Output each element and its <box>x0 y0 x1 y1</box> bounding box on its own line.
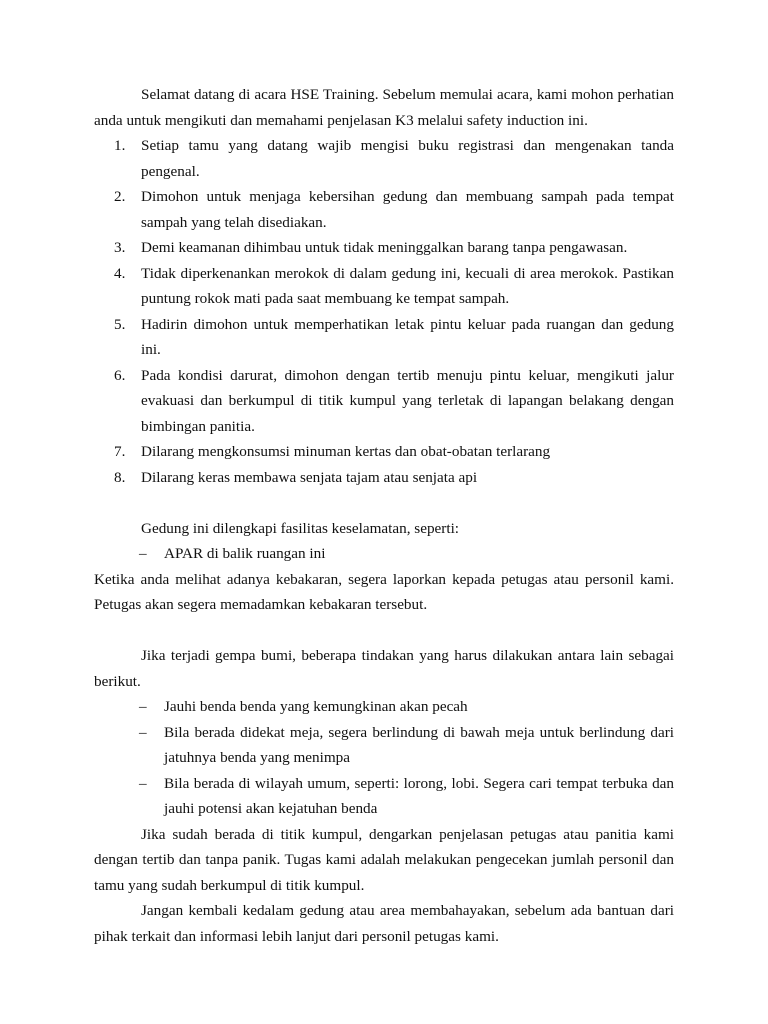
facility-item <box>94 541 674 567</box>
document-page <box>94 82 674 949</box>
rule-text: Hadirin dimohon untuk memperhatikan letak pintu keluar pada ruangan dan gedung ini. <box>141 315 674 358</box>
spacer <box>94 490 674 516</box>
spacer <box>94 618 674 644</box>
rule-number: 2. <box>114 188 126 205</box>
rule-item <box>94 312 674 363</box>
dash-bullet: – <box>139 723 147 741</box>
closing-paragraph: Jangan kembali kedalam gedung atau area membahayakan, sebelum ada bantuan dari pihak terkait dan informasi lebih lanjut dari personil petugas kami. <box>94 902 674 945</box>
rules-list <box>94 133 674 490</box>
fire-paragraph: Ketika anda melihat adanya kebakaran, segera laporkan kepada petugas atau personil kami. Petugas akan segera memadamkan kebakaran tersebut. <box>94 570 674 613</box>
rule-text: Dimohon untuk menjaga kebersihan gedung dan membuang sampah pada tempat sampah yang telah disediakan. <box>141 188 674 231</box>
rule-text: Dilarang keras membawa senjata tajam atau senjata api <box>141 468 478 486</box>
quake-action-text: Jauhi benda benda yang kemungkinan akan pecah <box>164 698 468 715</box>
facilities-intro: Gedung ini dilengkapi fasilitas keselamatan, seperti: <box>141 519 460 537</box>
rule-number: 7. <box>114 443 126 460</box>
quake-intro: Jika terjadi gempa bumi, beberapa tindakan yang harus dilakukan antara lain sebagai berikut. <box>94 647 674 690</box>
facilities-list <box>94 541 674 567</box>
quake-actions-list <box>94 694 674 822</box>
rule-item <box>94 235 674 261</box>
quake-action-item <box>94 771 674 822</box>
rule-number: 4. <box>114 264 126 282</box>
rule-text: Pada kondisi darurat, dimohon dengan tertib menuju pintu keluar, mengikuti jalur evakuasi dan berkumpul di titik kumpul yang terletak di lapangan belakang dengan bimbingan panitia. <box>141 366 674 435</box>
rule-number: 6. <box>114 366 126 384</box>
intro-paragraph: Selamat datang di acara HSE Training. Sebelum memulai acara, kami mohon perhatian anda untuk mengikuti dan memahami penjelasan K3 melalui safety induction ini. <box>94 86 674 129</box>
dash-bullet: – <box>139 545 147 562</box>
rule-item <box>94 133 674 184</box>
facility-text: APAR di balik ruangan ini <box>164 545 326 562</box>
quake-action-text: Bila berada di wilayah umum, seperti: lorong, lobi. Segera cari tempat terbuka dan jauhi potensi akan kejatuhan benda <box>164 774 674 817</box>
rule-number: 8. <box>114 468 126 486</box>
rule-item <box>94 261 674 312</box>
quake-action-text: Bila berada didekat meja, segera berlindung di bawah meja untuk berlindung dari jatuhnya benda yang menimpa <box>164 723 674 766</box>
rule-item <box>94 363 674 440</box>
rule-item <box>94 184 674 235</box>
rule-text: Setiap tamu yang datang wajib mengisi buku registrasi dan mengenakan tanda pengenal. <box>141 137 674 180</box>
rule-text: Demi keamanan dihimbau untuk tidak meninggalkan barang tanpa pengawasan. <box>141 239 628 256</box>
quake-action-item <box>94 720 674 771</box>
rule-number: 1. <box>114 137 126 154</box>
rule-number: 5. <box>114 315 126 333</box>
dash-bullet: – <box>139 698 147 715</box>
rule-text: Tidak diperkenankan merokok di dalam gedung ini, kecuali di area merokok. Pastikan puntung rokok mati pada saat membuang ke tempat sampah. <box>141 264 674 307</box>
rule-item <box>94 439 674 465</box>
rule-item <box>94 465 674 491</box>
rule-text: Dilarang mengkonsumsi minuman kertas dan obat-obatan terlarang <box>141 443 551 460</box>
quake-action-item <box>94 694 674 720</box>
assembly-paragraph: Jika sudah berada di titik kumpul, dengarkan penjelasan petugas atau panitia kami dengan tertib dan tanpa panik. Tugas kami adalah melakukan pengecekan jumlah personil dan tamu yang sudah berkumpul di titik kumpul. <box>94 825 674 894</box>
dash-bullet: – <box>139 774 147 792</box>
rule-number: 3. <box>114 239 126 256</box>
